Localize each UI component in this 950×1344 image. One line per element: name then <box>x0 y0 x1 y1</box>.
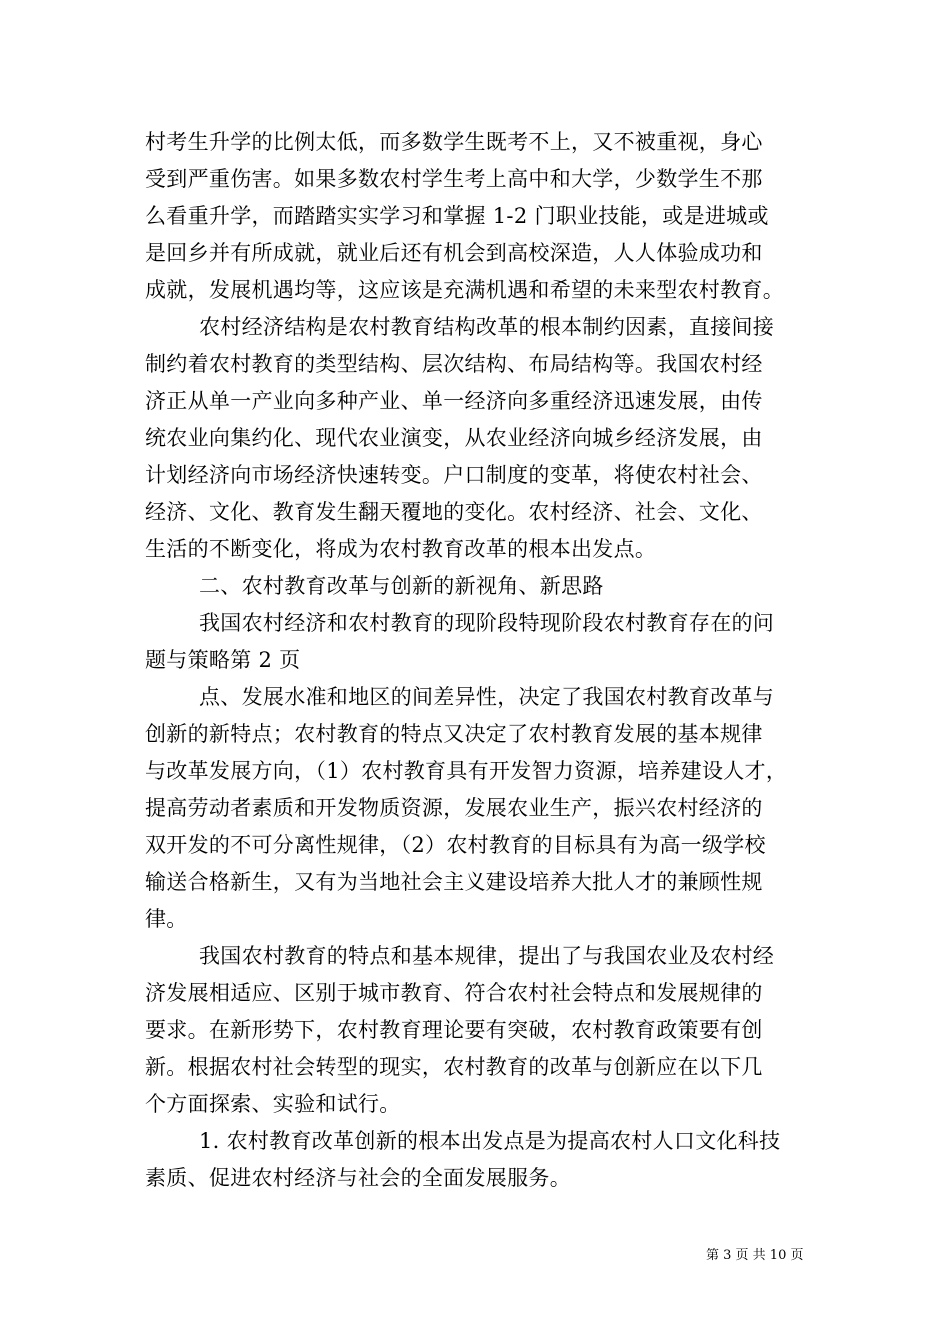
text-line: 生活的不断变化，将成为农村教育改革的根本出发点。 <box>145 537 657 561</box>
text-line: 么看重升学，而踏踏实实学习和掌握 1-2 门职业技能，或是进城或 <box>145 204 769 228</box>
text-line: 新。根据农村社会转型的现实，农村教育的改革与创新应在以下几 <box>145 1055 763 1079</box>
text-line: 素质、促进农村经济与社会的全面发展服务。 <box>145 1166 571 1190</box>
text-line: 经济、文化、教育发生翻天覆地的变化。农村经济、社会、文化、 <box>145 500 763 524</box>
paragraph-start-line: 我国农村教育的特点和基本规律，提出了与我国农业及农村经 <box>199 944 775 968</box>
text-line: 提高劳动者素质和开发物质资源，发展农业生产，振兴农村经济的 <box>145 796 763 820</box>
text-line: 题与策略第 2 页 <box>145 648 301 672</box>
paragraph-start-line: 点、发展水准和地区的间差异性，决定了我国农村教育改革与 <box>199 685 775 709</box>
section-heading: 二、农村教育改革与创新的新视角、新思路 <box>199 574 604 598</box>
text-line: 成就，发展机遇均等，这应该是充满机遇和希望的未来型农村教育。 <box>145 278 784 302</box>
text-line: 与改革发展方向，（1）农村教育具有开发智力资源，培养建设人才， <box>145 759 788 783</box>
paragraph-start-line: 我国农村经济和农村教育的现阶段特现阶段农村教育存在的问 <box>199 611 775 635</box>
page-number-footer: 第 3 页 共 10 页 <box>706 1248 804 1263</box>
text-line: 受到严重伤害。如果多数农村学生考上高中和大学，少数学生不那 <box>145 167 763 191</box>
text-line: 济发展相适应、区别于城市教育、符合农村社会特点和发展规律的 <box>145 981 763 1005</box>
text-line: 村考生升学的比例太低，而多数学生既考不上，又不被重视，身心 <box>145 130 763 154</box>
text-line: 要求。在新形势下，农村教育理论要有突破，农村教育政策要有创 <box>145 1018 763 1042</box>
text-line: 济正从单一产业向多种产业、单一经济向多重经济迅速发展，由传 <box>145 389 763 413</box>
paragraph-start-line: 农村经济结构是农村教育结构改革的根本制约因素，直接间接 <box>199 315 775 339</box>
text-line: 输送合格新生，又有为当地社会主义建设培养大批人才的兼顾性规 <box>145 870 763 894</box>
text-line: 个方面探索、实验和试行。 <box>145 1092 401 1116</box>
text-line: 制约着农村教育的类型结构、层次结构、布局结构等。我国农村经 <box>145 352 763 376</box>
paragraph-start-line: 1. 农村教育改革创新的根本出发点是为提高农村人口文化科技 <box>199 1129 781 1153</box>
text-line: 律。 <box>145 907 188 931</box>
text-line: 统农业向集约化、现代农业演变，从农业经济向城乡经济发展，由 <box>145 426 763 450</box>
text-line: 创新的新特点；农村教育的特点又决定了农村教育发展的基本规律 <box>145 722 763 746</box>
text-line: 双开发的不可分离性规律，（2）农村教育的目标具有为高一级学校 <box>145 833 766 857</box>
text-line: 计划经济向市场经济快速转变。户口制度的变革，将使农村社会、 <box>145 463 763 487</box>
text-line: 是回乡并有所成就，就业后还有机会到高校深造，人人体验成功和 <box>145 241 763 265</box>
